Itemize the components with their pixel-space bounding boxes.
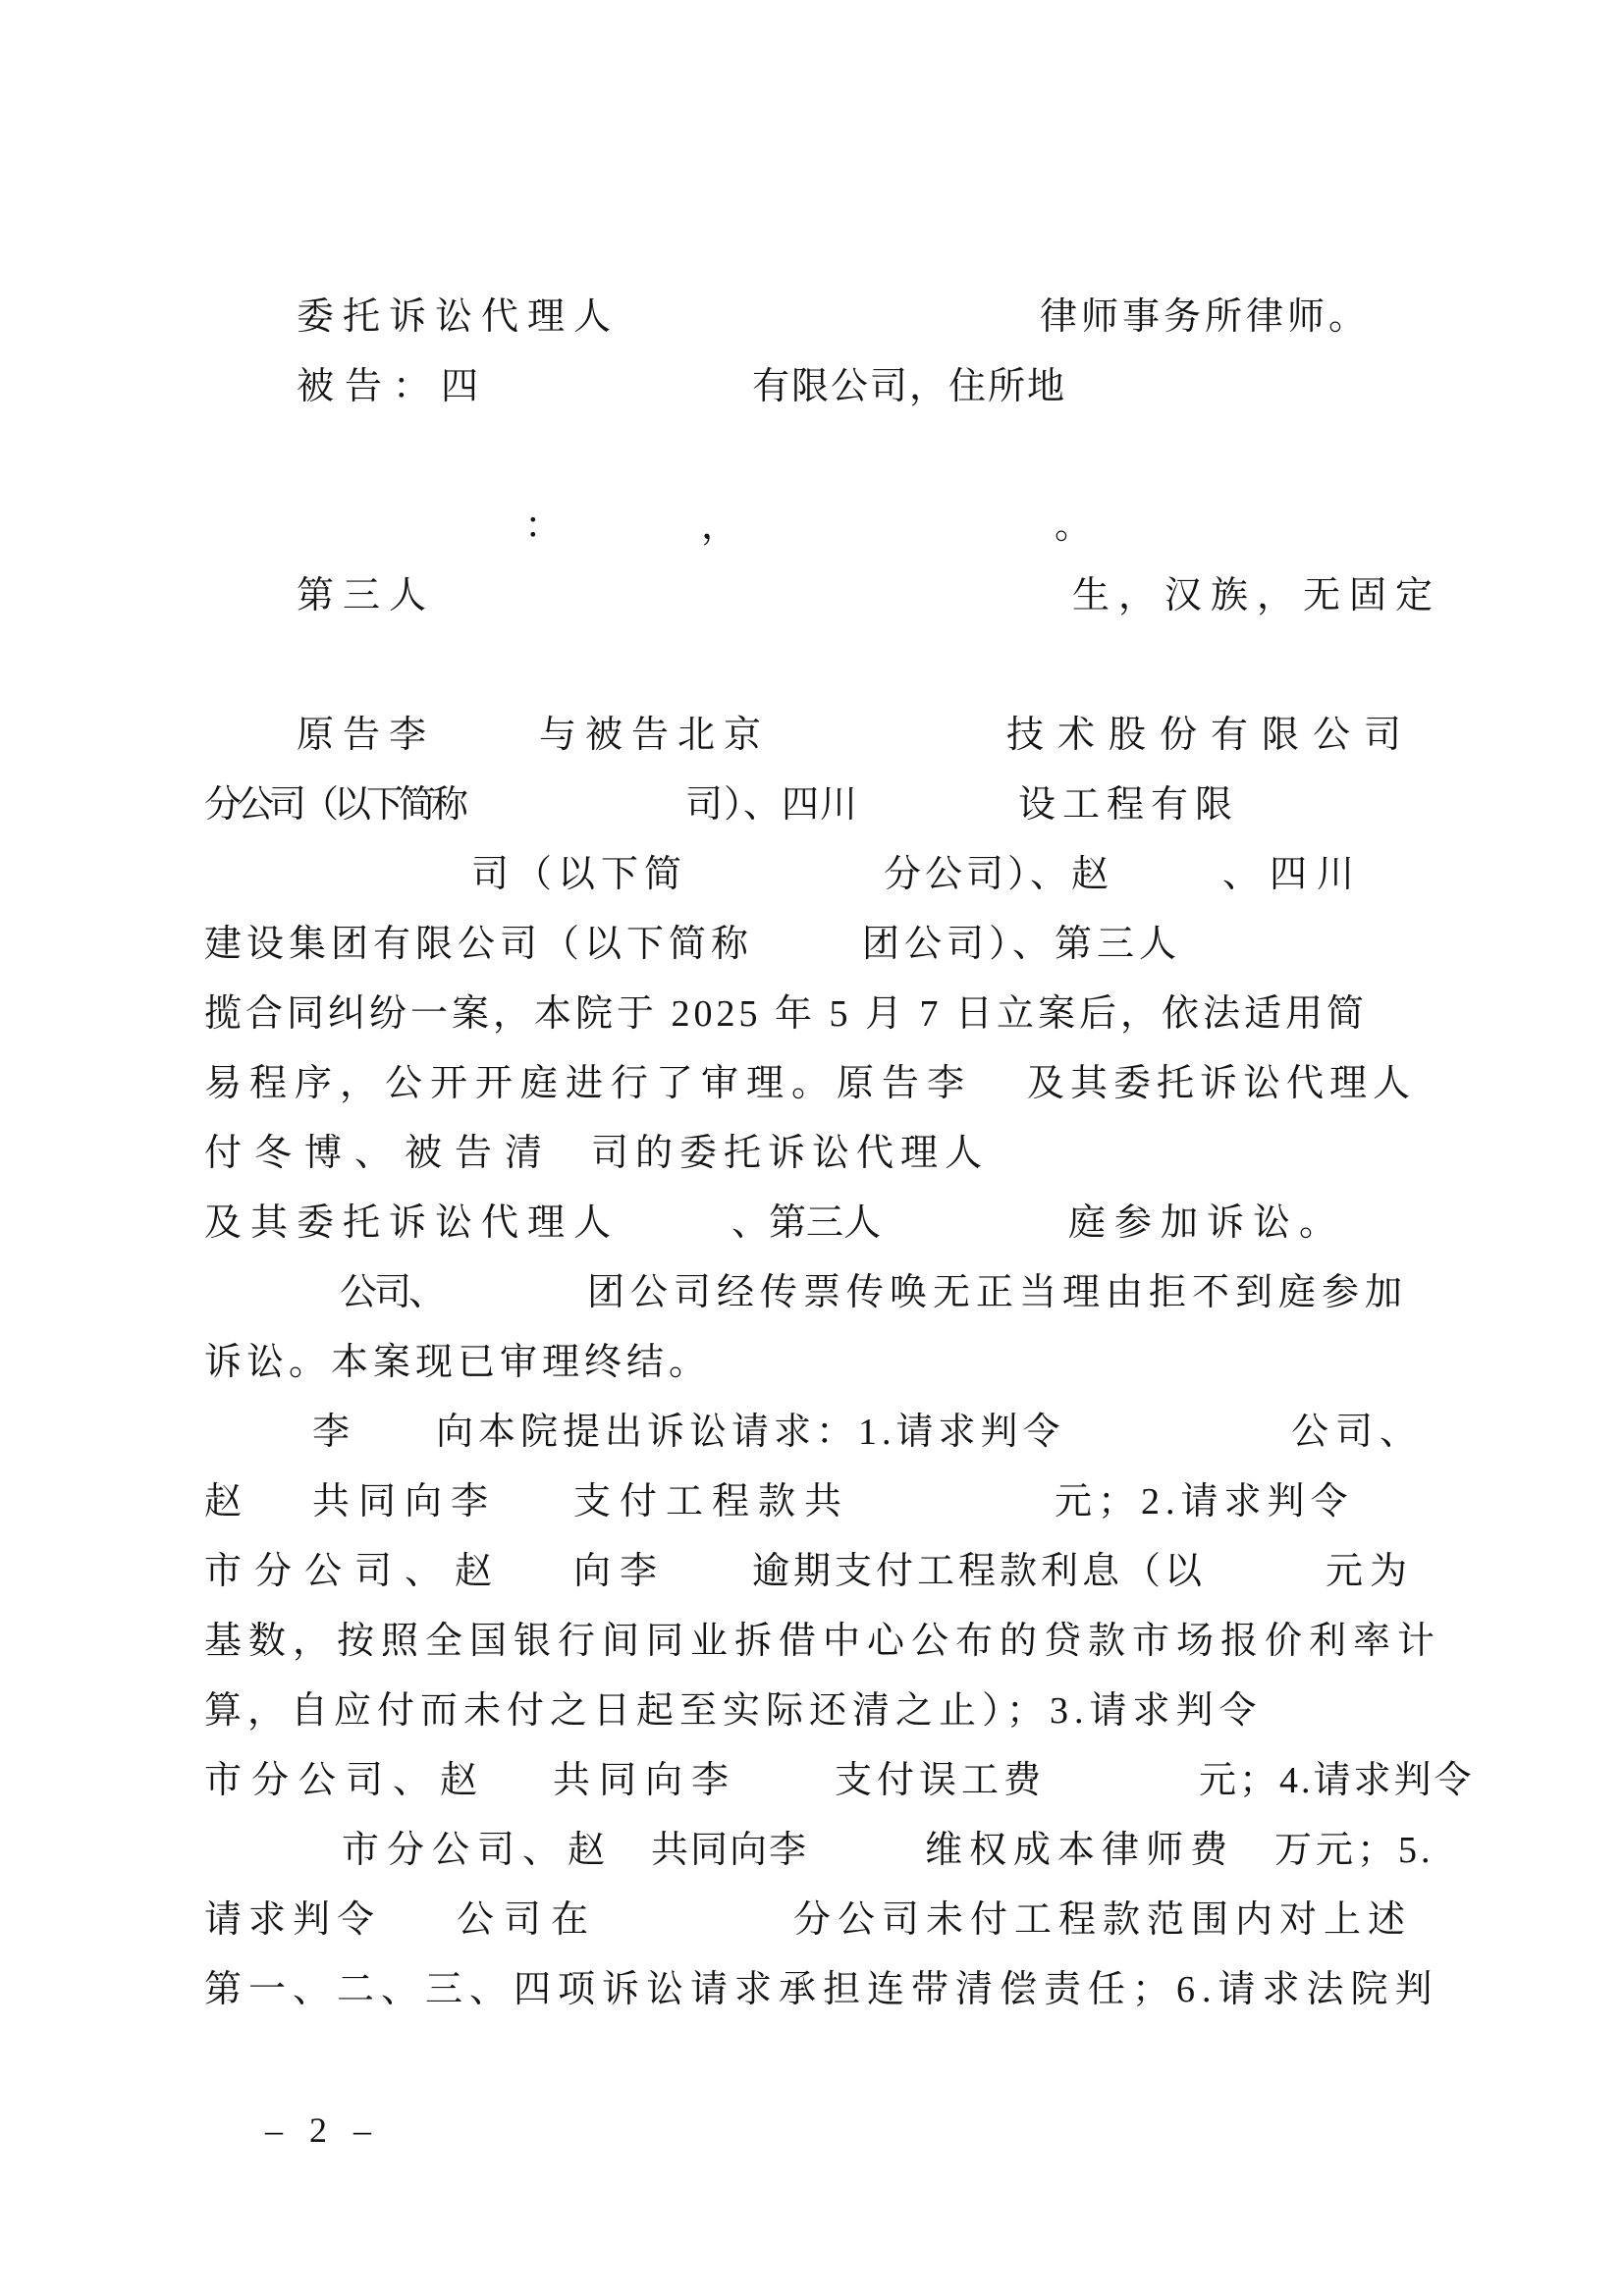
text-line <box>0 1607 1624 1677</box>
text-segment: 赵 <box>204 1480 243 1522</box>
text-segment: 分公司）、赵 <box>884 853 1113 895</box>
text-line <box>0 1189 1624 1258</box>
text-segment: 向李 <box>573 1550 667 1592</box>
text-segment: ， <box>701 505 739 547</box>
page-number: – 2 – <box>265 2110 380 2150</box>
text-segment: 司）、四川 <box>685 783 859 826</box>
text-segment: 逾期支付工程款利息（以 <box>752 1550 1207 1592</box>
text-segment: 及其委托诉讼代理人 <box>1027 1062 1417 1104</box>
text-line <box>0 1398 1624 1468</box>
text-line <box>0 1119 1624 1189</box>
text-segment: 市分公司、赵 <box>204 1550 506 1592</box>
text-segment: 算，自应付而未付之日起至实际还清之止）；3.请求判令 <box>204 1689 1263 1732</box>
text-segment: 团公司）、第三人 <box>862 923 1182 965</box>
text-segment: 及其委托诉讼代理人 <box>204 1201 621 1244</box>
text-segment: 公司在 <box>457 1898 599 1941</box>
text-segment: 第三人 <box>297 574 436 616</box>
text-segment: 建设集团有限公司（以下简称 <box>204 923 754 965</box>
text-segment: 共同向李 <box>312 1480 498 1522</box>
text-segment: 公司、 <box>1291 1411 1425 1453</box>
text-segment: 分公司（以下简称 <box>204 783 464 826</box>
text-segment: 元；2.请求判令 <box>1055 1480 1354 1522</box>
text-line <box>0 1677 1624 1746</box>
text-line <box>0 1746 1624 1816</box>
text-segment: 共同向李 <box>553 1759 738 1801</box>
text-segment: 团公司经传票传唤无正当理由拒不到庭参加 <box>587 1271 1409 1313</box>
text-segment: 付冬博、被告清 <box>204 1132 556 1174</box>
text-line <box>0 1886 1624 1955</box>
text-segment: 与被告北京 <box>539 714 771 756</box>
text-line <box>0 1955 1624 2025</box>
text-segment: 李 <box>312 1411 351 1453</box>
text-segment: 基数，按照全国银行间同业拆借中心公布的贷款市场报价利率计 <box>204 1620 1442 1662</box>
text-segment: 请求判令 <box>204 1898 382 1941</box>
text-line <box>0 980 1624 1049</box>
text-segment: 司的委托诉讼代理人 <box>591 1132 990 1174</box>
text-segment: 生，汉族，无固定 <box>1072 574 1442 616</box>
text-segment: 司（以下简 <box>471 853 688 895</box>
text-segment: 揽合同纠纷一案，本院于 2025 年 5 月 7 日立案后，依法适用简 <box>204 992 1369 1035</box>
text-line <box>0 283 1624 352</box>
text-line <box>0 701 1624 771</box>
text-line <box>0 840 1624 910</box>
text-segment: 公司、 <box>340 1271 444 1313</box>
text-line <box>0 1328 1624 1398</box>
text-segment: 支付误工费 <box>835 1759 1047 1801</box>
text-line <box>0 352 1624 422</box>
text-segment: 被告：四 <box>297 365 490 407</box>
text-segment: 庭参加诉讼。 <box>1068 1201 1346 1244</box>
text-segment: 第一、二、三、四项诉讼请求承担连带清偿责任；6.请求法院判 <box>204 1968 1439 2010</box>
text-segment: 原告李 <box>297 714 436 756</box>
text-segment: 有限公司，住所地 <box>752 365 1067 407</box>
text-line <box>0 1468 1624 1537</box>
text-segment: 万元；5. <box>1274 1829 1435 1871</box>
text-line <box>0 771 1624 840</box>
text-segment: 维权成本律师费 <box>925 1829 1235 1871</box>
text-segment: 向本院提出诉讼请求：1.请求判令 <box>436 1411 1065 1453</box>
text-line <box>0 1816 1624 1886</box>
text-segment: 易程序，公开开庭进行了审理。原告李 <box>204 1062 973 1104</box>
text-segment: 委托诉讼代理人 <box>297 295 621 338</box>
text-segment: 元为 <box>1326 1550 1415 1592</box>
text-segment: 支付工程款共 <box>573 1480 851 1522</box>
text-segment: 共同向李 <box>651 1829 809 1871</box>
text-segment: 分公司未付工程款范围内对上述 <box>793 1898 1413 1941</box>
text-segment: 市分公司、赵 <box>204 1759 488 1801</box>
text-segment: 。 <box>1055 505 1093 547</box>
text-segment: 设工程有限 <box>1018 783 1240 826</box>
text-segment: 、四川 <box>1222 853 1365 895</box>
text-line <box>0 910 1624 980</box>
text-segment: 技术股份有限公司 <box>1006 714 1416 756</box>
text-line <box>0 492 1624 561</box>
text-line <box>0 1537 1624 1607</box>
text-line <box>0 1258 1624 1328</box>
text-segment: ： <box>524 505 563 547</box>
text-segment: 律师事务所律师。 <box>1040 295 1371 338</box>
text-segment: 市分公司、赵 <box>342 1829 614 1871</box>
text-line <box>0 1049 1624 1119</box>
text-segment: 元；4.请求判令 <box>1199 1759 1475 1801</box>
text-segment: 、第三人 <box>731 1201 882 1244</box>
text-line <box>0 561 1624 631</box>
text-segment: 诉讼。本案现已审理终结。 <box>204 1341 712 1383</box>
